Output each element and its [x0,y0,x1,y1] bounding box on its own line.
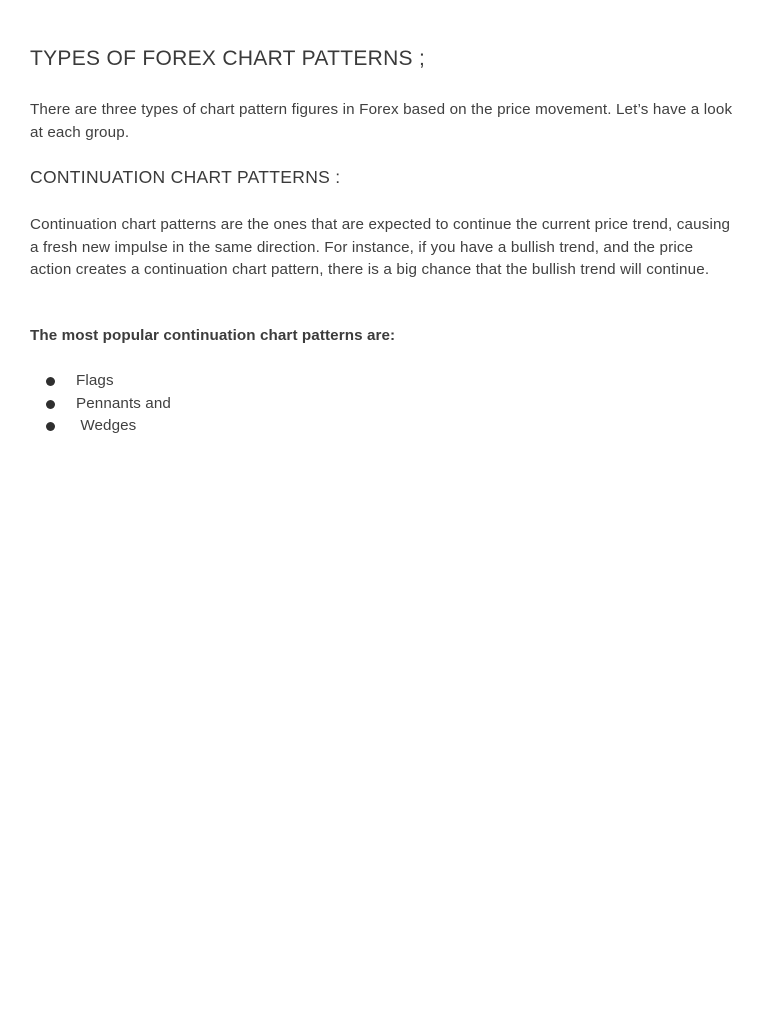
section-paragraph: Continuation chart patterns are the ones that are expected to continue the current price trend, causing a fresh new impulse in the same direction. For instance, if you have a bullish trend, and the price action creates a continuation chart pattern, there is a big chance that the bullish trend will continue. [30,216,731,278]
section-heading: CONTINUATION CHART PATTERNS : [30,167,341,187]
list-item [30,415,137,438]
list-item-label: Wedges [76,417,137,434]
list-item-label: Flags [76,372,114,389]
bullet-icon [46,377,55,386]
bullet-icon [46,400,55,409]
list-item [30,370,114,393]
list-item-label: Pennants and [76,394,171,412]
list-lead-text: The most popular continuation chart patterns are: [30,327,396,344]
page-title: TYPES OF FOREX CHART PATTERNS ; [30,47,426,70]
pattern-list [30,370,171,438]
bullet-icon [46,422,55,431]
intro-paragraph: There are three types of chart pattern figures in Forex based on the price movement. Let’s have a look at each group. [30,101,733,141]
list-item [30,393,171,416]
